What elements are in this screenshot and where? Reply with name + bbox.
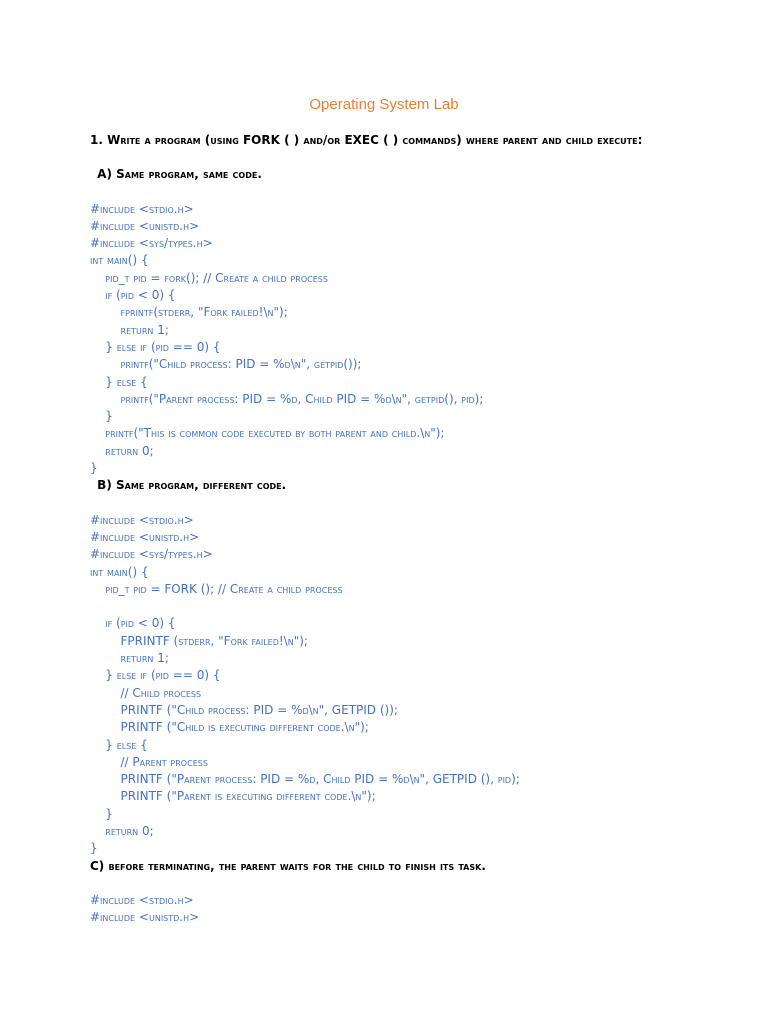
code-line: #include <unistd.h> [90,529,200,544]
spacer [90,184,730,201]
code-line: FPRINTF (stderr, "Fork failed!\n"); [90,633,308,648]
part-b-heading: B) Same program, different code. [93,478,287,493]
code-line: } else if (pid == 0) { [90,339,221,354]
code-line: #include <stdio.h> [90,201,194,216]
code-line: #include <unistd.h> [90,218,200,233]
part-a-code-block [90,201,730,478]
document-body [90,132,730,926]
code-line: #include <stdio.h> [90,892,194,907]
code-line: } else { [90,737,148,752]
code-line: return 1; [90,322,169,337]
code-line: return 0; [90,443,154,458]
part-a-heading: A) Same program, same code. [93,167,262,182]
code-line: } [90,841,98,856]
code-line: return 0; [90,823,154,838]
spacer [90,495,730,512]
code-line: pid_t pid = FORK (); // Create a child process [90,581,343,596]
code-line: int main() { [90,564,149,579]
part-c-code-block [90,892,730,927]
code-line: } [90,806,113,821]
code-line: printf("Parent process: PID = %d, Child PID = %d\n", getpid(), pid); [90,391,484,406]
code-line: PRINTF ("Parent is executing different code.\n"); [90,789,376,804]
code-line: #include <stdio.h> [90,512,194,527]
code-line: return 1; [90,651,169,666]
code-line [90,598,730,615]
code-line: if (pid < 0) { [90,616,176,631]
code-line: #include <unistd.h> [90,910,200,925]
code-line: #include <sys/types.h> [90,547,213,562]
code-line: PRINTF ("Child process: PID = %d\n", GETPID ()); [90,702,398,717]
part-c-heading: C) before terminating, the parent waits for the child to finish its task. [90,858,486,873]
part-b-code-block [90,512,730,858]
code-line: fprintf(stderr, "Fork failed!\n"); [90,305,288,320]
code-line: PRINTF ("Parent process: PID = %d, Child PID = %d\n", GETPID (), pid); [90,772,520,787]
code-line: } else { [90,374,148,389]
code-line: #include <sys/types.h> [90,236,213,251]
code-line: } [90,461,98,476]
code-line: pid_t pid = fork(); // Create a child process [90,270,328,285]
code-line: printf("Child process: PID = %d\n", getpid()); [90,357,362,372]
code-line: // Parent process [90,754,208,769]
code-line: } [90,409,113,424]
document-title: Operating System Lab [309,96,459,113]
spacer [90,149,730,166]
spacer [90,875,730,892]
code-line: printf("This is common code executed by both parent and child.\n"); [90,426,445,441]
code-line: PRINTF ("Child is executing different code.\n"); [90,720,369,735]
code-line: int main() { [90,253,149,268]
code-line: } else if (pid == 0) { [90,668,221,683]
question-heading: 1. Write a program (using FORK ( ) and/or EXEC ( ) commands) where parent and child execute: [90,133,643,147]
code-line: if (pid < 0) { [90,288,176,303]
code-line: // Child process [90,685,202,700]
